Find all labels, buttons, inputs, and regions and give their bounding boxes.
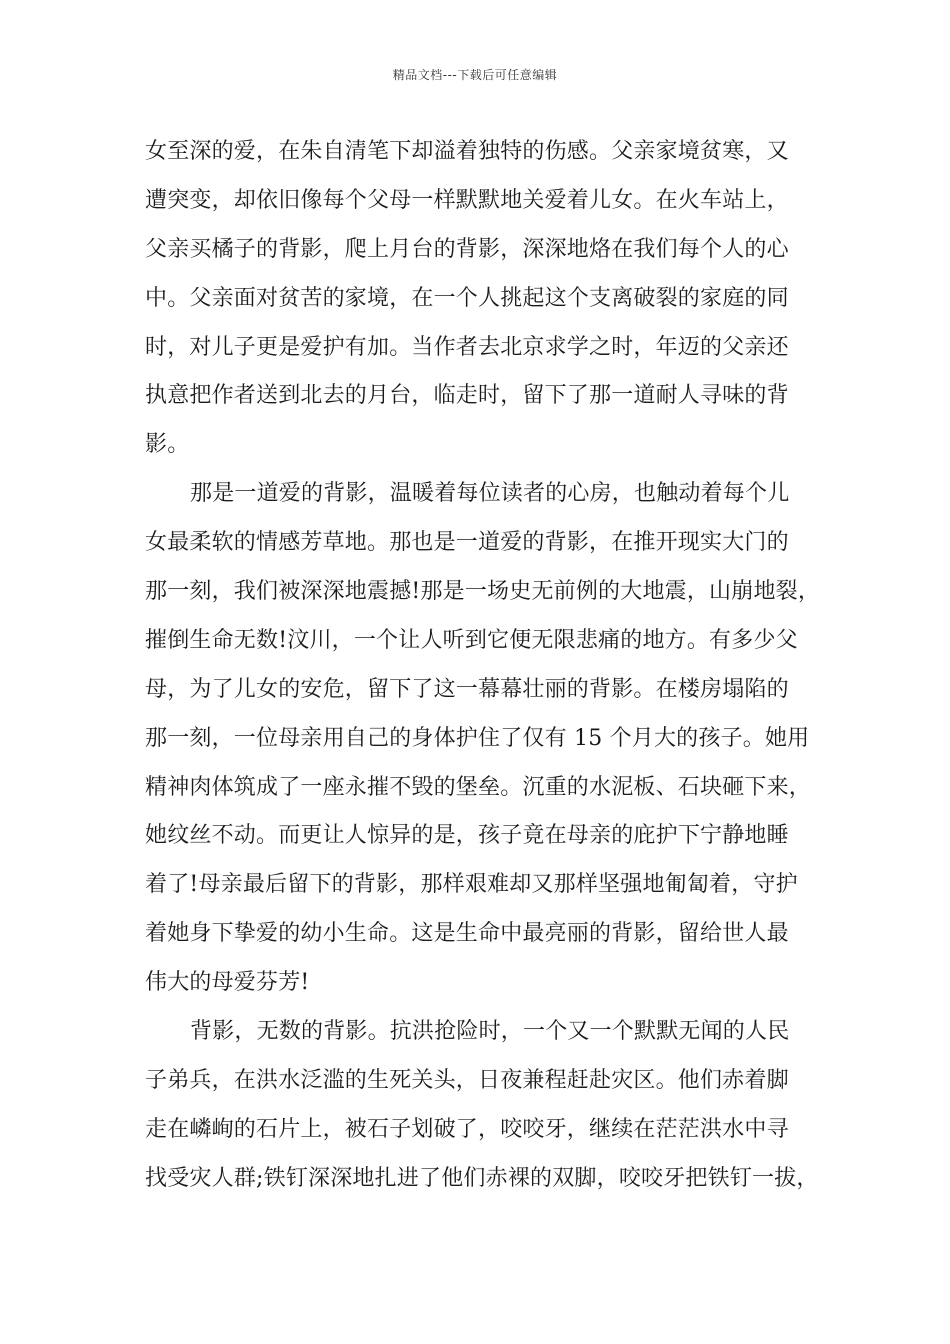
text-line: 女至深的爱，在朱自清笔下却溢着独特的伤感。父亲家境贫寒，又 [145, 139, 789, 164]
text-line: 找受灾人群;铁钉深深地扎进了他们赤裸的双脚，咬咬牙把铁钉一拔， [145, 1165, 819, 1191]
text-line: 执意把作者送到北去的月台，临走时，留下了那一道耐人寻味的背 [145, 383, 789, 409]
text-line: 母，为了儿女的安危，留下了这一幕幕壮丽的背影。在楼房塌陷的 [145, 676, 789, 702]
paragraph-start-line: 那是一道爱的背影，温暖着每位读者的心房，也触动着每个儿 [190, 481, 790, 507]
text-line: 中。父亲面对贫苦的家境，在一个人挑起这个支离破裂的家庭的同 [145, 285, 789, 311]
text-line: 着了!母亲最后留下的背影，那样艰难却又那样坚强地匍匐着，守护 [145, 872, 798, 898]
text-line: 影。 [145, 432, 190, 458]
text-line: 那一刻，我们被深深地震撼!那是一场史无前例的大地震，山崩地裂， [145, 579, 821, 605]
text-line: 女最柔软的情感芳草地。那也是一道爱的背影，在推开现实大门的 [145, 530, 789, 556]
text-line: 遭突变，却依旧像每个父母一样默默地关爱着儿女。在火车站上， [145, 187, 789, 213]
text-line: 伟大的母爱芬芳! [145, 970, 310, 996]
text-line: 精神肉体筑成了一座永摧不毁的堡垒。沉重的水泥板、石块砸下来， [145, 774, 812, 800]
text-line: 摧倒生命无数!汶川，一个让人听到它便无限悲痛的地方。有多少父 [145, 627, 798, 653]
text-line: 走在嶙峋的石片上，被石子划破了，咬咬牙，继续在茫茫洪水中寻 [145, 1116, 789, 1142]
text-line: 那一刻，一位母亲用自己的身体护住了仅有 15 个月大的孩子。她用 [145, 725, 810, 751]
page-header: 精品文档---下载后可任意编辑 [392, 68, 558, 82]
document-body [145, 128, 820, 1204]
paragraph-start-line: 背影，无数的背影。抗洪抢险时，一个又一个默默无闻的人民 [190, 1019, 790, 1045]
text-line: 父亲买橘子的背影，爬上月台的背影，深深地烙在我们每个人的心 [145, 236, 789, 262]
text-line: 她纹丝不动。而更让人惊异的是，孩子竟在母亲的庇护下宁静地睡 [145, 823, 789, 849]
text-line: 着她身下挚爱的幼小生命。这是生命中最亮丽的背影，留给世人最 [145, 921, 789, 947]
text-line: 时，对儿子更是爱护有加。当作者去北京求学之时，年迈的父亲还 [145, 334, 789, 360]
text-line: 子弟兵，在洪水泛滥的生死关头，日夜兼程赶赴灾区。他们赤着脚 [145, 1067, 789, 1093]
